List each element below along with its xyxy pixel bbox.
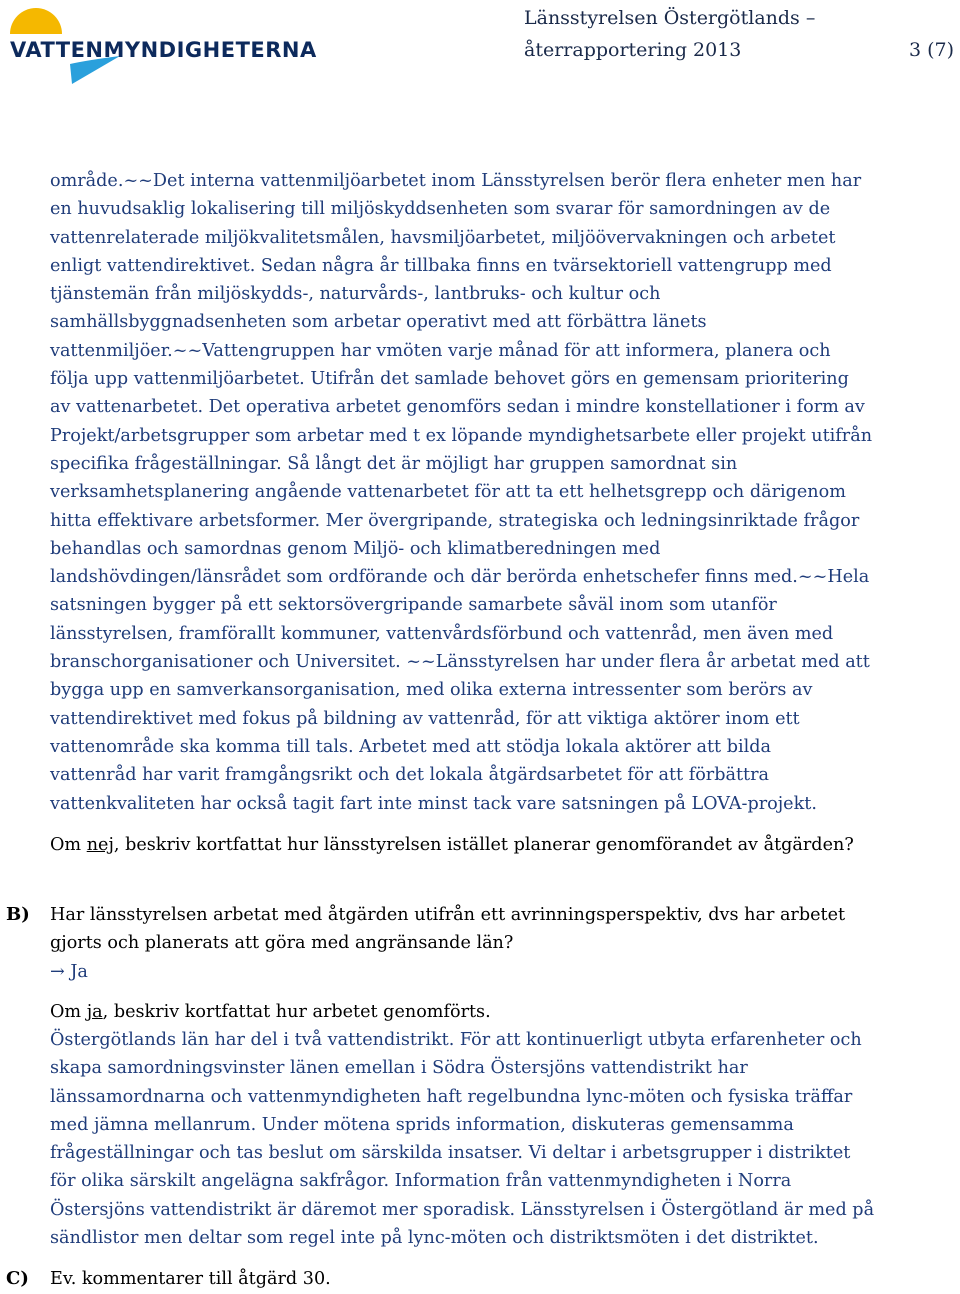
logo-text: VATTENMYNDIGHETERNA: [10, 38, 317, 62]
text-line: för olika särskilt angelägna sakfrågor. Information från vattenmyndigheten i Norra: [50, 1171, 792, 1192]
section-b-answer: [50, 958, 955, 986]
vattenmyndigheterna-logo: [8, 4, 338, 88]
text-line: Östergötlands län har del i två vattendistrikt. För att kontinuerligt utbyta erfarenheter och: [50, 1030, 862, 1050]
header-title-line2: återrapportering 2013: [524, 39, 742, 61]
followup-prefix: Om: [50, 1002, 87, 1022]
answer-value: Ja: [70, 962, 88, 982]
text-line: med jämna mellanrum. Under mötena sprids information, diskuteras gemensamma: [50, 1114, 794, 1135]
text-line: frågeställningar och tas beslut om särskilda insatser. Vi deltar i arbetsgrupper i distriktet: [50, 1143, 851, 1164]
text-line: specifika frågeställningar. Så långt det är möjligt har gruppen samordnat sin: [50, 453, 738, 474]
text-line: område.~~Det interna vattenmiljöarbetet inom Länsstyrelsen berör flera enheter men har: [50, 171, 862, 191]
text-line: länssamordnarna och vattenmyndigheten haft regelbundna lync-möten och fysiska träffar: [50, 1086, 853, 1107]
section-c-text: Ev. kommentarer till åtgärd 30.: [50, 1269, 331, 1289]
text-line: länsstyrelsen, framförallt kommuner, vattenvårdsförbund och vattenråd, men även med: [50, 623, 834, 644]
question-suffix: , beskriv kortfattat hur länsstyrelsen istället planerar genomförandet av åtgärden?: [113, 835, 854, 855]
page-number: 3 (7): [908, 39, 954, 61]
question-line: Har länsstyrelsen arbetat med åtgärden utifrån ett avrinningsperspektiv, dvs har arbetet: [50, 905, 846, 925]
text-line: vattenområde ska komma till tals. Arbetet med att stödja lokala aktörer att bilda: [50, 736, 771, 757]
text-line: enligt vattendirektivet. Sedan några år tillbaka finns en tvärsektoriell vattengrupp med: [50, 255, 832, 276]
text-line: skapa samordningsvinster länen emellan i Södra Östersjöns vattendistrikt har: [50, 1058, 748, 1079]
text-line: Östersjöns vattendistrikt är däremot mer sporadisk. Länsstyrelsen i Östergötland är med på: [50, 1199, 875, 1220]
text-line: branschorganisationer och Universitet. ~~Länsstyrelsen har under flera år arbetat med att: [50, 652, 870, 673]
text-line: vattenmiljöer.~~Vattengruppen har vmöten varje månad för att informera, planera och: [50, 340, 831, 361]
question-prefix: Om: [50, 835, 87, 855]
header-title-line1: Länsstyrelsen Östergötlands –: [524, 7, 816, 29]
text-line: samhällsbyggnadsenheten som arbetar operativt med att förbättra länets: [50, 312, 707, 333]
section-b-label: B): [6, 904, 30, 925]
section-c-label: C): [6, 1268, 29, 1289]
section-b-answer-paragraph: [50, 1026, 955, 1252]
text-line: tjänstemän från miljöskydds-, naturvårds-, lantbruks- och kultur och: [50, 284, 661, 305]
text-line: satsningen bygger på ett sektorsövergripande samarbete såväl inom som utanför: [50, 595, 777, 616]
text-line: behandlas och samordnas genom Miljö- och klimatberedningen med: [50, 538, 661, 559]
section-b-followup-question: [50, 998, 955, 1026]
section-b-question: [50, 901, 955, 958]
followup-keyword-ja: ja: [86, 1002, 103, 1022]
text-line: landshövdingen/länsrådet som ordförande och där berörda enhetschefer finns med.~~Hela: [50, 567, 870, 588]
text-line: sändlistor men deltar som regel inte på lync-möten och distriktsmöten i det distriktet.: [50, 1228, 819, 1249]
question-line: gjorts och planerats att göra med angränsande län?: [50, 933, 514, 954]
text-line: verksamhetsplanering angående vattenarbetet för att ta ett helhetsgrepp och därigenom: [50, 482, 846, 503]
text-line: vattendirektivet med fokus på bildning av vattenråd, för att viktiga aktörer inom ett: [50, 708, 800, 729]
text-line: följa upp vattenmiljöarbetet. Utifrån det samlade behovet görs en gemensam prioritering: [50, 369, 849, 390]
arrow-right-icon: →: [50, 962, 65, 982]
text-line: en huvudsaklig lokalisering till miljöskyddsenheten som svarar för samordningen av de: [50, 199, 831, 220]
text-line: vattenrelaterade miljökvalitetsmålen, havsmiljöarbetet, miljöövervakningen och arbetet: [50, 227, 836, 248]
question-keyword-nej: nej: [86, 835, 114, 855]
question-if-no: [50, 831, 955, 859]
text-line: hitta effektivare arbetsformer. Mer övergripande, strategiska och ledningsinriktade frågor: [50, 510, 860, 531]
text-line: bygga upp en samverkansorganisation, med olika externa intressenter som berörs av: [50, 680, 813, 701]
document-header: [524, 2, 954, 66]
text-line: vattenkvaliteten har också tagit fart inte minst tack vare satsningen på LOVA-projekt.: [50, 793, 817, 814]
text-line: vattenråd har varit framgångsrikt och det lokala åtgärdsarbetet för att förbättra: [50, 765, 769, 786]
followup-suffix: , beskriv kortfattat hur arbetet genomförts.: [102, 1002, 491, 1022]
main-answer-paragraph: [50, 167, 955, 818]
text-line: av vattenarbetet. Det operativa arbetet genomförs sedan i mindre konstellationer i form av: [50, 397, 865, 418]
text-line: Projekt/arbetsgrupper som arbetar med t ex löpande myndighetsarbete eller projekt utifrån: [50, 425, 873, 446]
